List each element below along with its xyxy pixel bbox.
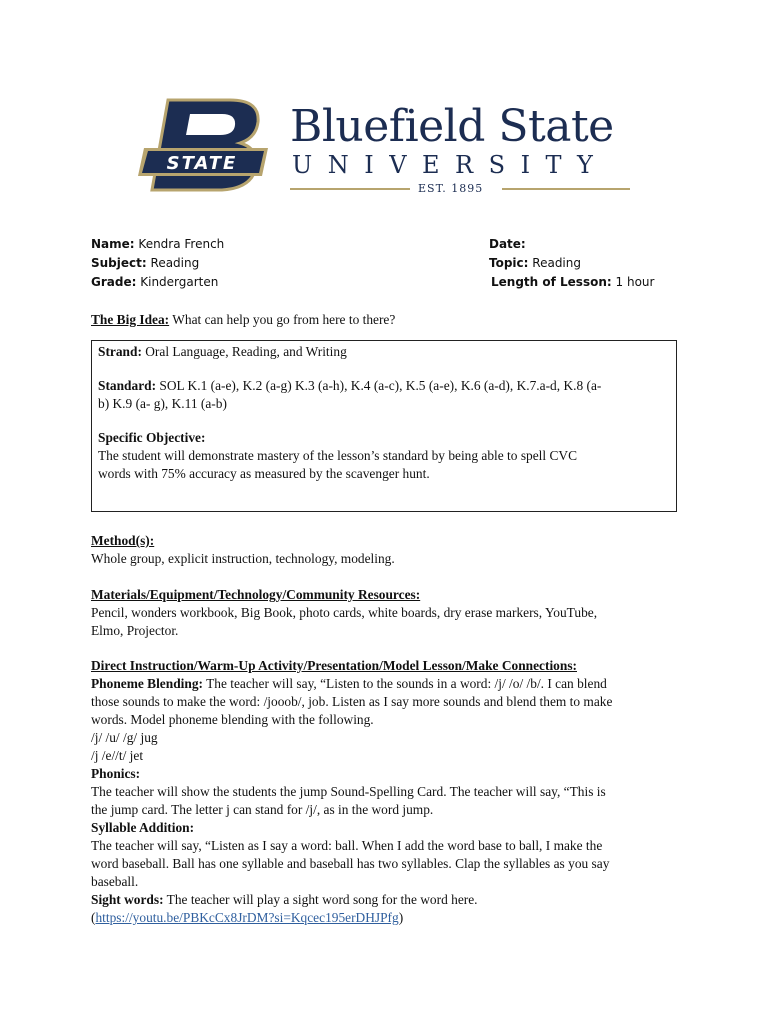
university-wordmark [290,102,630,198]
strand-line [98,343,670,361]
video-link-line [91,909,691,927]
materials-line-1: Pencil, wonders workbook, Big Book, photo cards, white boards, dry erase markers, YouTube, [91,605,598,620]
link-open-paren: ( [91,910,96,925]
blending-line-3: words. Model phoneme blending with the following. [91,712,374,727]
materials-heading: Materials/Equipment/Technology/Community Resources: [91,587,421,602]
phonics-line-2: the jump card. The letter j can stand for /j/, as in the word jump. [91,802,434,817]
university-name: Bluefield State [290,101,614,152]
standards-box [91,340,677,512]
link-close-paren: ) [398,910,404,925]
subject-label: Subject: [91,256,147,270]
established-rule-right [502,188,630,190]
length-value: 1 hour [615,275,655,289]
name-row [91,235,224,254]
name-label: Name: [91,237,135,251]
direct-instruction-section [91,657,691,927]
topic-row [489,254,581,273]
syllable-line-2: word baseball. Ball has one syllable and baseball has two syllables. Clap the syllables as you say [91,856,610,871]
blending-line-2: those sounds to make the word: /jooob/, job. Listen as I say more sounds and blend them to make [91,694,613,709]
logo-banner-text: STATE [166,153,238,174]
grade-value: Kindergarten [140,275,219,289]
topic-value: Reading [532,256,581,270]
syllable-label: Syllable Addition: [91,820,195,835]
established-row [290,181,630,197]
grade-label: Grade: [91,275,137,289]
established-text: EST. 1895 [418,182,484,195]
direct-heading: Direct Instruction/Warm-Up Activity/Presentation/Model Lesson/Make Connections: [91,658,577,673]
methods-heading: Method(s): [91,533,155,548]
topic-label: Topic: [489,256,529,270]
strand-text: Oral Language, Reading, and Writing [145,344,347,359]
materials-section [91,586,691,640]
subject-row [91,254,199,273]
sight-text: The teacher will play a sight word song for the word here. [166,892,478,907]
date-row [489,235,526,254]
standard-label: Standard: [98,378,157,393]
standard-line-1 [98,377,670,395]
sight-label: Sight words: [91,892,164,907]
strand-label: Strand: [98,344,142,359]
example-2: /j /e//t/ jet [91,748,144,763]
methods-section [91,532,691,568]
big-idea [91,311,395,329]
youtube-link[interactable]: https://youtu.be/PBKcCx8JrDM?si=Kqcec195erDHJPfg [95,910,399,925]
syllable-line-1: The teacher will say, “Listen as I say a word: ball. When I add the word base to ball, I make the [91,838,603,853]
example-1: /j/ /u/ /g/ jug [91,730,158,745]
length-row [491,273,654,292]
name-value: Kendra French [138,237,225,251]
grade-row [91,273,218,292]
methods-text: Whole group, explicit instruction, technology, modeling. [91,551,395,566]
objective-line-1: The student will demonstrate mastery of the lesson’s standard by being able to spell CVC [98,448,577,463]
big-idea-label: The Big Idea: [91,312,170,327]
big-idea-text: What can help you go from here to there? [172,312,396,327]
phonics-line-1: The teacher will show the students the jump Sound-Spelling Card. The teacher will say, “This is [91,784,606,799]
blending-line-1 [91,675,691,693]
subject-value: Reading [150,256,200,270]
university-word: UNIVERSITY [292,151,609,179]
standard-text-1: SOL K.1 (a-e), K.2 (a-g) K.3 (a-h), K.4 (a-c), K.5 (a-e), K.6 (a-d), K.7.a-d, K.8 (a- [159,378,602,393]
blending-label: Phoneme Blending: [91,676,203,691]
university-logo [138,96,270,194]
standard-line-2: b) K.9 (a- g), K.11 (a-b) [98,396,227,411]
objective-line-2: words with 75% accuracy as measured by the scavenger hunt. [98,466,430,481]
phonics-label: Phonics: [91,766,141,781]
objective-label: Specific Objective: [98,430,206,445]
length-label: Length of Lesson: [491,275,612,289]
date-label: Date: [489,237,526,251]
syllable-line-3: baseball. [91,874,139,889]
established-rule-left [290,188,410,190]
sight-words-line [91,891,691,909]
blending-text-1: The teacher will say, “Listen to the sounds in a word: /j/ /o/ /b/. I can blend [206,676,607,691]
materials-line-2: Elmo, Projector. [91,623,179,638]
